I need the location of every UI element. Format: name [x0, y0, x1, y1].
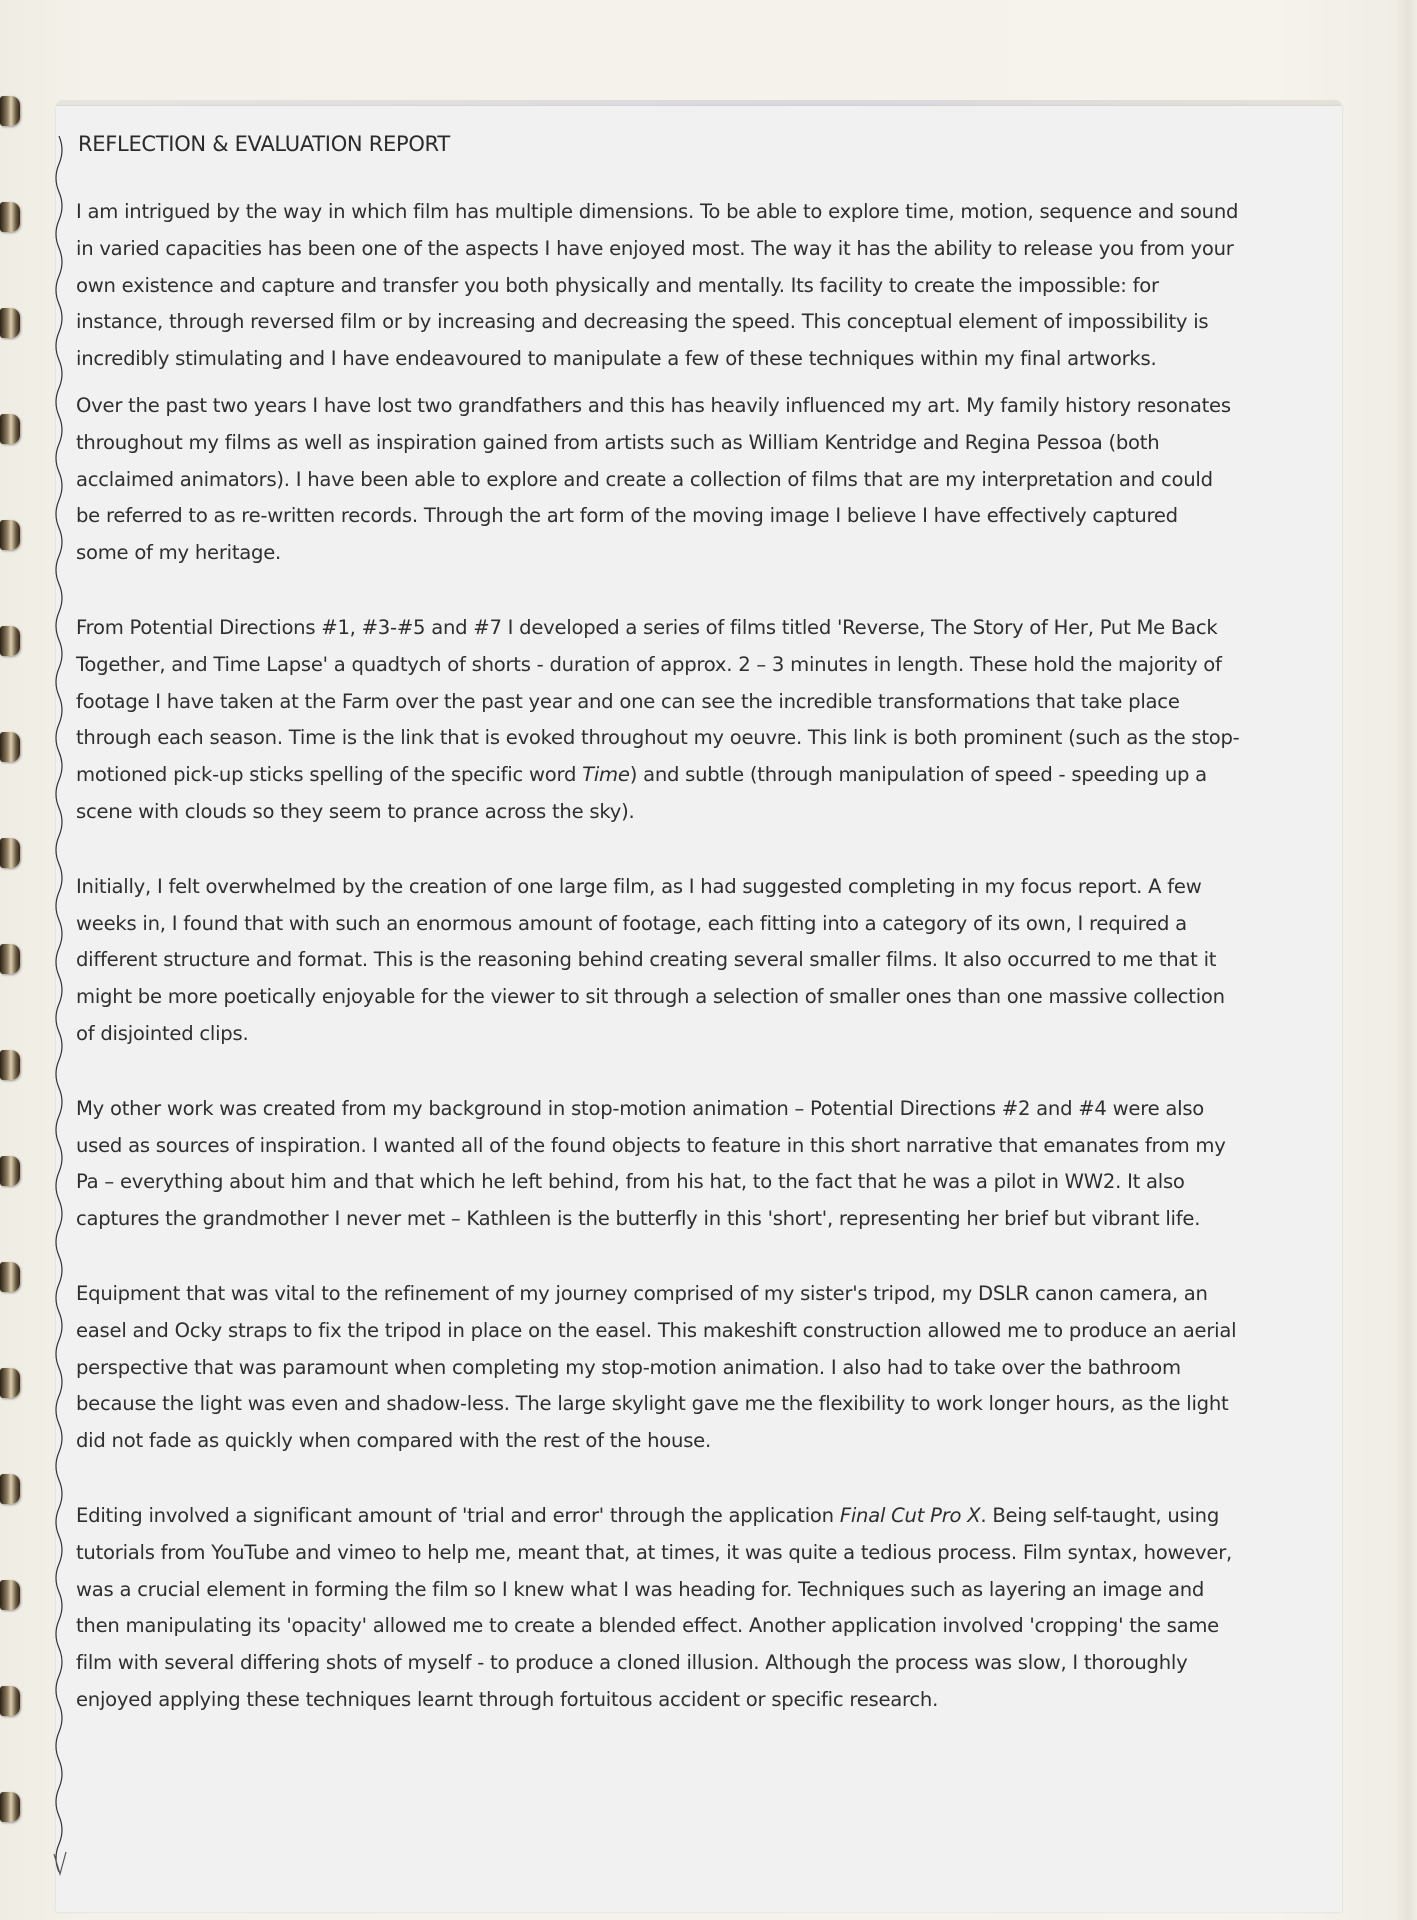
text-line: of disjointed clips.: [76, 1021, 249, 1045]
text-line: different structure and format. This is the reasoning behind creating several smaller films. It also occurred to me that it: [76, 948, 1217, 972]
text-line: then manipulating its 'opacity' allowed me to create a blended effect. Another application involved 'cropping' the same: [76, 1614, 1219, 1638]
binding-ring-icon: [0, 96, 20, 126]
paragraph-intro: [76, 194, 1316, 378]
text-line: instance, through reversed film or by increasing and decreasing the speed. This conceptual element of impossibility is: [76, 310, 1209, 334]
paragraph-editing: [76, 1498, 1316, 1719]
binding-ring-icon: [0, 202, 20, 232]
binding-ring-icon: [0, 520, 20, 550]
text-segment: ) and subtle (through manipulation of speed - speeding up a: [629, 763, 1207, 787]
text-line: weeks in, I found that with such an enormous amount of footage, each fitting into a category of its own, I required a: [76, 911, 1187, 935]
binding-ring-icon: [0, 1368, 20, 1398]
text-segment: Editing involved a significant amount of 'trial and error' through the application: [76, 1503, 840, 1527]
text-line: Initially, I felt overwhelmed by the creation of one large film, as I had suggested completing in my focus report. A few: [76, 874, 1202, 898]
report-title: REFLECTION & EVALUATION REPORT: [78, 132, 450, 156]
text-line: Together, and Time Lapse' a quadtych of shorts - duration of approx. 2 – 3 minutes in length. These hold the majority of: [76, 652, 1222, 676]
text-line: was a crucial element in forming the film so I knew what I was heading for. Techniques such as layering an image and: [76, 1577, 1205, 1601]
text-line: footage I have taken at the Farm over the past year and one can see the incredible transformations that take place: [76, 689, 1180, 713]
binding-ring-icon: [0, 1580, 20, 1610]
text-line: film with several differing shots of myself - to produce a cloned illusion. Although the process was slow, I thoroughly: [76, 1651, 1188, 1675]
binding-ring-icon: [0, 308, 20, 338]
paragraph-heritage: [76, 388, 1316, 572]
text-segment: . Being self-taught, using: [980, 1503, 1220, 1527]
paragraph-structure: [76, 869, 1316, 1053]
text-line: perspective that was paramount when completing my stop-motion animation. I also had to take over the bathroom: [76, 1355, 1181, 1379]
binding-ring-icon: [0, 1262, 20, 1292]
text-line: might be more poetically enjoyable for the viewer to sit through a selection of smaller ones than one massive collection: [76, 985, 1225, 1009]
binding-ring-icon: [0, 944, 20, 974]
paragraph-stop-motion: [76, 1091, 1316, 1238]
binding-ring-icon: [0, 838, 20, 868]
text-line: own existence and capture and transfer you both physically and mentally. Its facility to create the impossible: for: [76, 273, 1159, 297]
text-line: used as sources of inspiration. I wanted all of the found objects to feature in this short narrative that emanates from my: [76, 1133, 1226, 1157]
text-line: some of my heritage.: [76, 541, 281, 565]
text-line: acclaimed animators). I have been able to explore and create a collection of films that are my interpretation and could: [76, 467, 1213, 491]
text-line: tutorials from YouTube and vimeo to help me, meant that, at times, it was quite a tedious process. Film syntax, however,: [76, 1540, 1232, 1564]
text-line: be referred to as re-written records. Through the art form of the moving image I believe I have effectively captured: [76, 504, 1178, 528]
emphasis-time: Time: [582, 763, 630, 787]
spiral-binding: [0, 0, 30, 1920]
text-line: in varied capacities has been one of the aspects I have enjoyed most. The way it has the ability to release you from your: [76, 236, 1234, 260]
text-line: [76, 1498, 1316, 1535]
binding-ring-icon: [0, 1792, 20, 1822]
binding-ring-icon: [0, 1686, 20, 1716]
text-line: Equipment that was vital to the refinement of my journey comprised of my sister's tripod, my DSLR canon camera, an: [76, 1281, 1208, 1305]
text-line: [76, 757, 1316, 794]
binding-ring-icon: [0, 1050, 20, 1080]
text-line: From Potential Directions #1, #3-#5 and #7 I developed a series of films titled 'Reverse, The Story of Her, Put Me Back: [76, 615, 1218, 639]
paragraph-potential-directions: [76, 610, 1316, 831]
binding-ring-icon: [0, 732, 20, 762]
text-line: did not fade as quickly when compared with the rest of the house.: [76, 1429, 711, 1453]
binding-ring-icon: [0, 1156, 20, 1186]
text-line: throughout my films as well as inspiration gained from artists such as William Kentridge and Regina Pessoa (both: [76, 430, 1160, 454]
text-segment: motioned pick-up sticks spelling of the specific word: [76, 763, 583, 787]
text-line: because the light was even and shadow-less. The large skylight gave me the flexibility to work longer hours, as the light: [76, 1392, 1229, 1416]
emphasis-final-cut-pro: Final Cut Pro X: [839, 1503, 981, 1527]
text-line: captures the grandmother I never met – Kathleen is the butterfly in this 'short', representing her brief but vibrant life.: [76, 1207, 1201, 1231]
text-line: easel and Ocky straps to fix the tripod in place on the easel. This makeshift construction allowed me to produce an aerial: [76, 1318, 1237, 1342]
text-line: through each season. Time is the link that is evoked throughout my oeuvre. This link is both prominent (such as the stop-: [76, 726, 1240, 750]
text-line: incredibly stimulating and I have endeavoured to manipulate a few of these techniques within my final artworks.: [76, 347, 1157, 371]
binding-ring-icon: [0, 1474, 20, 1504]
report-content: [76, 132, 1316, 1719]
paragraph-equipment: [76, 1276, 1316, 1460]
binding-ring-icon: [0, 414, 20, 444]
text-line: Over the past two years I have lost two grandfathers and this has heavily influenced my art. My family history resonates: [76, 393, 1231, 417]
text-line: enjoyed applying these techniques learnt through fortuitous accident or specific research.: [76, 1687, 939, 1711]
timeline-arrow-icon: [48, 136, 70, 1876]
text-line: I am intrigued by the way in which film has multiple dimensions. To be able to explore time, motion, sequence and sound: [76, 200, 1239, 223]
text-line: Pa – everything about him and that which he left behind, from his hat, to the fact that he was a pilot in WW2. It also: [76, 1170, 1185, 1194]
page-edge: [1395, 0, 1417, 1920]
text-line: My other work was created from my background in stop-motion animation – Potential Directions #2 and #4 were also: [76, 1096, 1205, 1120]
text-line: scene with clouds so they seem to prance across the sky).: [76, 799, 635, 823]
binding-ring-icon: [0, 626, 20, 656]
